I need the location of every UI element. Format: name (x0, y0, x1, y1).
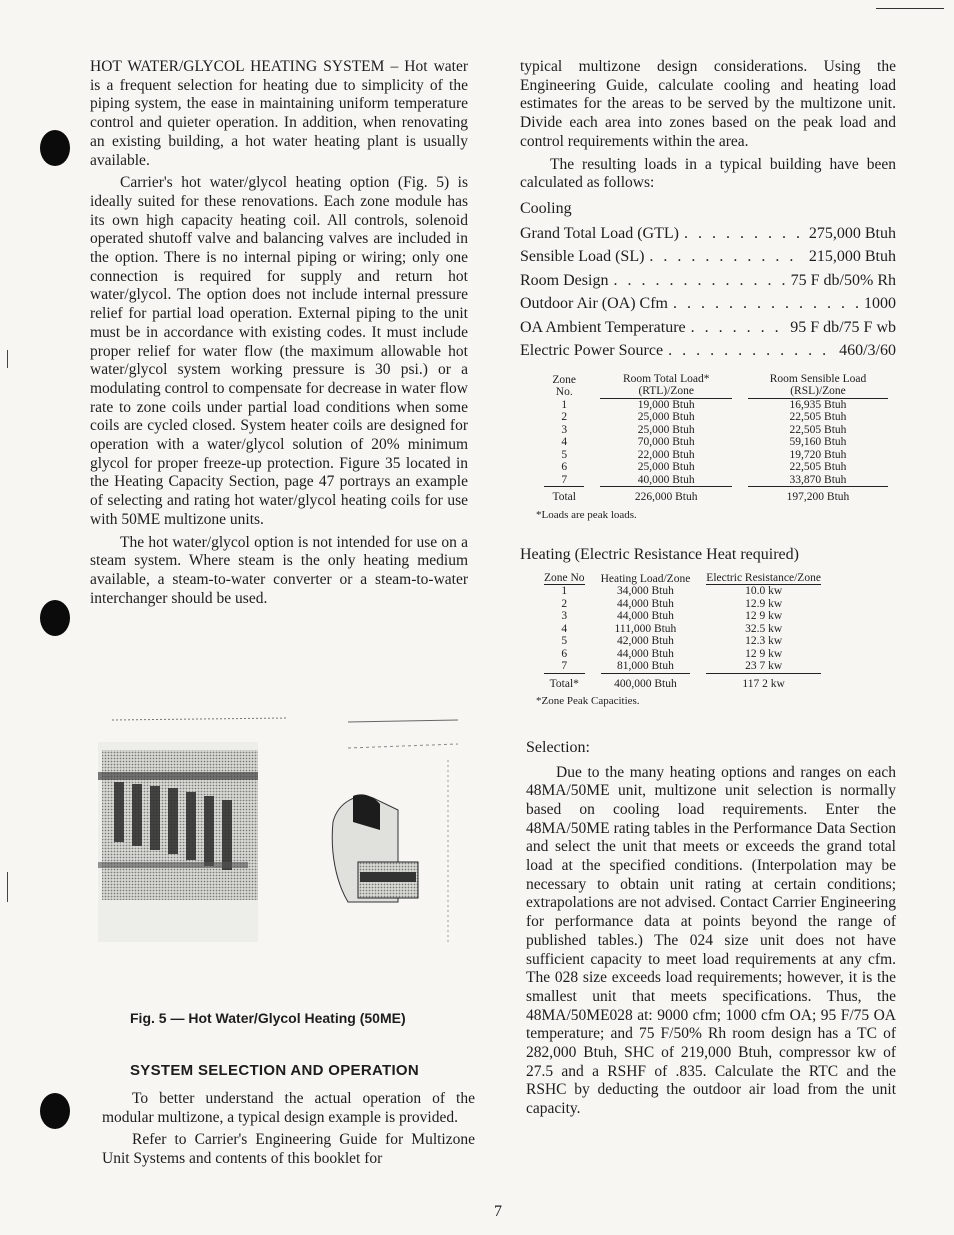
table-cell: 59,160 Btuh (789, 436, 847, 449)
table-cell: 22,505 Btuh (789, 411, 847, 424)
page-number: 7 (494, 1203, 502, 1220)
table-cell: 19,000 Btuh (637, 398, 695, 411)
table-cell: 6 (561, 647, 568, 660)
table-row (536, 449, 896, 462)
col-header: Zone No. (552, 373, 577, 399)
continuation-paragraph: typical multizone design considerations. Using the Engineering Guide, calculate cooling and heating load estimates for the areas to be served by the multizone unit. Divide each area into zones based on the peak load and control requirements within the area. (520, 58, 896, 150)
table-cell: 1 (561, 585, 568, 598)
table-cell: Total (552, 491, 576, 504)
table-cell: 3 (561, 610, 568, 623)
table-cell: 400,000 Btuh (614, 677, 677, 690)
table-row (536, 598, 829, 611)
table-cell: 4 (561, 622, 568, 635)
table-cell: Total* (549, 677, 579, 690)
table-cell: 5 (561, 448, 568, 461)
system-selection-text (102, 1090, 475, 1173)
heating-label: Heating (Electric Resistance Heat required) (520, 545, 799, 563)
table-cell: 25,000 Btuh (637, 411, 695, 424)
heating-coil-photo (98, 712, 478, 992)
table-cell: 7 (536, 474, 592, 488)
table-row (536, 635, 829, 648)
scan-edge-mark (7, 350, 8, 368)
heating-load-table (536, 572, 829, 691)
table-cell: 33,870 Btuh (740, 474, 896, 488)
table-row (536, 623, 829, 636)
table-cell: 42,000 Btuh (616, 635, 674, 648)
table-cell: 10.0 kw (745, 585, 783, 598)
spec-row: Outdoor Air (OA) Cfm . . . 1000 (520, 292, 896, 316)
engineering-guide-paragraph: Refer to Carrier's Engineering Guide for Multizone Unit Systems and contents of this booklet for (102, 1131, 475, 1168)
table-cell: 12.3 kw (745, 635, 783, 648)
table-cell: 22,505 Btuh (789, 461, 847, 474)
table-row (536, 610, 829, 623)
spec-row: Grand Total Load (GTL) . . . 275,000 Btuh (520, 222, 896, 246)
loads-intro-paragraph: The resulting loads in a typical building have been calculated as follows: (520, 155, 896, 192)
selection-heading: Selection: (526, 738, 590, 756)
table-cell: 70,000 Btuh (637, 436, 695, 449)
table-cell: 111,000 Btuh (614, 622, 677, 635)
spec-row: Sensible Load (SL) . . . 215,000 Btuh (520, 245, 896, 269)
cooling-load-table (536, 373, 896, 504)
table-row (536, 585, 829, 598)
table-row (536, 399, 896, 412)
right-column (520, 58, 896, 1123)
hot-water-paragraph: HOT WATER/GLYCOL HEATING SYSTEM – Hot water is a frequent selection for heating due to simplicity of the piping system, the ease in maintaining uniform temperature control and quieter operation. In addition, when renovating an existing building, a hot water heating plant is usually available. (90, 58, 468, 169)
table-cell: 12.9 kw (745, 597, 783, 610)
table-cell: 1 (561, 398, 568, 411)
table-cell: 5 (561, 635, 568, 648)
binder-hole-top (40, 130, 70, 166)
selection-paragraph: Due to the many heating options and ranges on each 48MA/50ME unit, multizone unit selection is normally based on cooling load requirements. Enter the 48MA/50ME rating tables in the Performance Data Section and select the unit that meets or exceeds the grand total load at the specified conditions. (Interpolation may be necessary to obtain unit rating at certain conditions; extrapolations are not advised. Contact Carrier Engineering for performance data at points beyond the range of published tables.) The 024 size unit does not have sufficient capacity to meet load requirements at any cfm. The 028 size exceeds load requirements; however, it is the smallest unit that meets specifications. Thus, the 48MA/50ME028 at: 9000 cfm; 1000 cfm OA; 95 F/75 OA temperature; and 75 F/50% Rh room design has a TC of 282,000 Btuh, SHC of 219,000 Btuh, compressor kw of 27.5 and a RSHF of .835. Calculate the RTC and the RSHC by deducting the outdoor air load from the unit capacity. (526, 763, 896, 1118)
heating-table-note: *Zone Peak Capacities. (536, 695, 640, 708)
table-cell: 117 2 kw (742, 677, 785, 690)
binder-hole-bottom (40, 1093, 70, 1129)
table-cell: 25,000 Btuh (637, 423, 695, 436)
table-row (536, 411, 896, 424)
table-cell: 4 (561, 436, 568, 449)
table-cell: 2 (561, 597, 568, 610)
table-cell: 12 9 kw (745, 610, 783, 623)
col-header: Room Sensible Load (RSL)/Zone (740, 373, 896, 399)
table-row (536, 474, 896, 488)
table-cell: 22,505 Btuh (789, 423, 847, 436)
table-cell: 40,000 Btuh (592, 474, 739, 488)
table-cell: 7 (536, 660, 593, 674)
cooling-table-note: *Loads are peak loads. (536, 508, 637, 521)
table-cell: 32.5 kw (745, 622, 783, 635)
table-cell: 44,000 Btuh (616, 597, 674, 610)
table-cell: 226,000 Btuh (634, 491, 698, 504)
table-cell: 44,000 Btuh (616, 610, 674, 623)
table-cell: 81,000 Btuh (593, 660, 699, 674)
table-row (536, 424, 896, 437)
table-cell: 22,000 Btuh (637, 448, 695, 461)
table-cell: 34,000 Btuh (616, 585, 674, 598)
table-cell: 6 (561, 461, 568, 474)
col-header: Room Total Load* (RTL)/Zone (592, 373, 739, 399)
table-cell: 12 9 kw (745, 647, 783, 660)
figure-caption: Fig. 5 — Hot Water/Glycol Heating (50ME) (130, 1010, 406, 1026)
spec-row: OA Ambient Temperature . . . 95 F db/75 F wb (520, 316, 896, 340)
option-paragraph: Carrier's hot water/glycol heating option (Fig. 5) is ideally suited for these renovations. Each zone module has its own high capacity heating coil. All controls, solenoid operated shutoff valve and balancing valves are included in the option. There is no internal piping or wiring; only one connection is required for supply and return hot water/glycol. The option does not include internal pressure relief for partial load operation. External piping to the unit must be in accordance with existing codes. It must include proper relief for water flow (the maximum allowable hot water/glycol system working pressure is 30 psi.) or a modulating control to compensate for decrease in water flow rate to zone coils under partial load conditions when some coils are cycled closed. System heater coils are designed for operation with a water/glycol solution of 20% minimum glycol for proper freeze-up protection. Figure 35 located in the Heating Capacity Section, page 47 portrays an example of selecting and rating hot water/glycol heating coils for use with 50ME multizone units. (90, 174, 468, 528)
table-row (536, 461, 896, 474)
table-cell: 197,200 Btuh (786, 491, 850, 504)
cooling-spec-list (520, 222, 896, 363)
col-header: Electric Resistance/Zone (706, 571, 821, 584)
table-row (536, 660, 829, 674)
col-header: Zone No (544, 571, 585, 584)
spec-row: Room Design . . . 75 F db/50% Rh (520, 269, 896, 293)
steam-paragraph: The hot water/glycol option is not intended for use on a steam system. Where steam is the only heating medium available, a steam-to-water converter or a steam-to-water interchanger should be used. (90, 533, 468, 607)
section-heading: SYSTEM SELECTION AND OPERATION (130, 1062, 420, 1079)
col-header: Heating Load/Zone (600, 572, 691, 585)
binder-hole-middle (40, 600, 70, 636)
table-cell: 3 (561, 423, 568, 436)
table-row (536, 436, 896, 449)
table-cell: 2 (561, 411, 568, 424)
table-total-row (536, 487, 896, 504)
table-total-row (536, 674, 829, 691)
scan-edge-mark (7, 872, 8, 902)
top-rule (876, 8, 944, 9)
table-cell: 19,720 Btuh (789, 448, 847, 461)
left-column (90, 58, 468, 612)
table-cell: 25,000 Btuh (637, 461, 695, 474)
spec-row: Electric Power Source . . . 460/3/60 (520, 339, 896, 363)
table-cell: 16,935 Btuh (789, 398, 847, 411)
table-cell: 44,000 Btuh (616, 647, 674, 660)
table-cell: 23 7 kw (698, 660, 829, 674)
table-row (536, 648, 829, 661)
design-example-paragraph: To better understand the actual operation of the modular multizone, a typical design example is provided. (102, 1090, 475, 1126)
cooling-label: Cooling (520, 199, 572, 217)
